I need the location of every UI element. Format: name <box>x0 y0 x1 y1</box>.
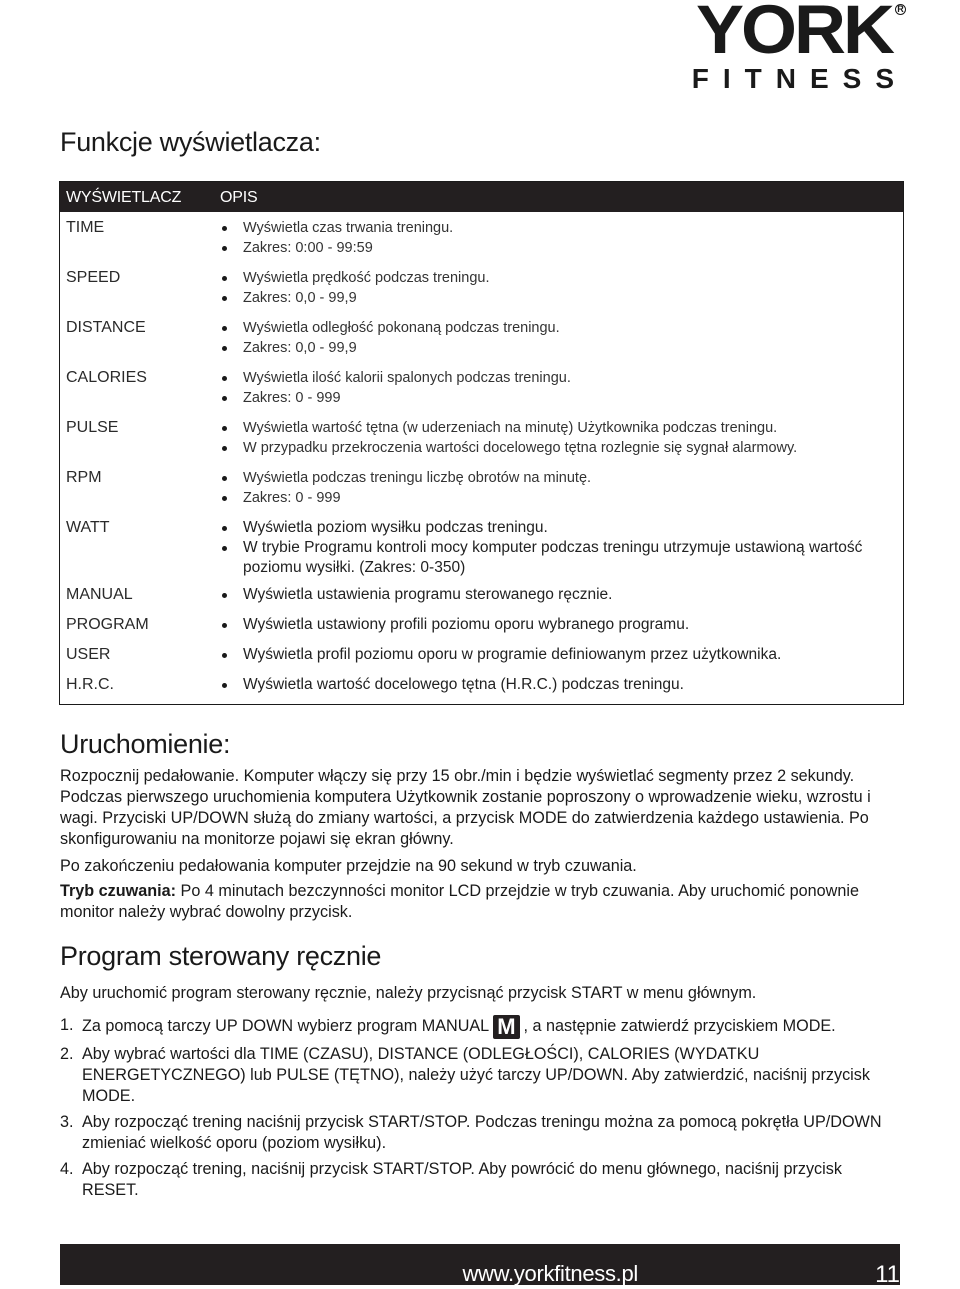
header-description: OPIS <box>220 189 258 206</box>
list-item: Wyświetla podczas treningu liczbę obrotów na minutę. <box>222 468 892 488</box>
list-item: Zakres: 0 - 999 <box>222 388 892 408</box>
list-item <box>60 1159 900 1201</box>
row-description <box>222 368 892 408</box>
logo-fitness-text: FITNESS <box>691 63 908 94</box>
section-title-startup: Uruchomienie: <box>60 729 231 759</box>
row-label: DISTANCE <box>66 319 146 336</box>
page-number: 11 <box>875 1261 900 1288</box>
list-item <box>60 1015 900 1039</box>
page-footer <box>60 1244 900 1288</box>
startup-paragraph: Rozpocznij pedałowanie. Komputer włączy się przy 15 obr./min i będzie wyświetlać segmenty przez 2 sekundy. Podczas pierwszego uruchomienia komputera Użytkownik zostanie poproszony o wprowadzenie wieku, wzrostu i wagi. Przyciski UP/DOWN służą do zmiany wartości, a przycisk MODE do zatwierdzenia każdego ustawienia. Po skonfigurowaniu na monitorze pojawi się ekran główny. <box>60 767 871 848</box>
step-text: Za pomocą tarczy UP DOWN wybierz program MANUAL <box>82 1017 490 1035</box>
step-text: Aby rozpocząć trening, naciśnij przycisk START/STOP. Aby powrócić do menu głównego, naciśnij przycisk RESET. <box>82 1160 842 1199</box>
list-item: Wyświetla poziom wysiłku podczas treningu. <box>222 518 892 538</box>
row-label: SPEED <box>66 269 121 286</box>
row-description <box>222 418 892 458</box>
list-item: Wyświetla ilość kalorii spalonych podczas treningu. <box>222 368 892 388</box>
logo-york-text: YORK <box>695 0 892 69</box>
row-description <box>222 645 892 665</box>
standby-mode-label: Tryb czuwania: <box>60 882 177 900</box>
step-number: 4. <box>60 1160 74 1178</box>
registered-mark-icon: R <box>895 4 906 15</box>
standby-mode-paragraph <box>60 881 900 923</box>
standby-mode-text: Po 4 minutach bezczynności monitor LCD przejdzie w tryb czuwania. Aby uruchomić ponownie monitor należy wybrać dowolny przycisk. <box>60 882 859 921</box>
list-item <box>60 1112 900 1154</box>
table-header <box>60 182 903 212</box>
list-item: Wyświetla wartość tętna (w uderzeniach na minutę) Użytkownika podczas treningu. <box>222 418 892 438</box>
section-title-functions: Funkcje wyświetlacza: <box>60 127 321 157</box>
row-label: H.R.C. <box>66 676 114 693</box>
step-number: 3. <box>60 1113 74 1131</box>
row-label: TIME <box>66 219 105 236</box>
list-item: Wyświetla profil poziomu oporu w programie definiowanym przez użytkownika. <box>222 645 892 665</box>
row-description <box>222 268 892 308</box>
row-description <box>222 675 892 695</box>
list-item: Zakres: 0:00 - 99:59 <box>222 238 892 258</box>
list-item: Zakres: 0,0 - 99,9 <box>222 288 892 308</box>
row-label: PULSE <box>66 419 119 436</box>
display-functions-table <box>59 181 904 705</box>
row-description <box>222 585 892 605</box>
manual-steps-list <box>60 1015 900 1206</box>
step-text-cont: , a następnie zatwierdź przyciskiem MODE. <box>523 1017 836 1035</box>
step-number: 1. <box>60 1016 74 1034</box>
row-label: MANUAL <box>66 586 133 603</box>
row-description <box>222 318 892 358</box>
row-label: WATT <box>66 519 110 536</box>
list-item: Wyświetla ustawiony profili poziomu oporu wybranego programu. <box>222 615 892 635</box>
list-item: W przypadku przekroczenia wartości docelowego tętna rozlegnie się sygnał alarmowy. <box>222 438 892 458</box>
row-label: RPM <box>66 469 102 486</box>
standby-paragraph: Po zakończeniu pedałowania komputer przejdzie na 90 sekund w tryb czuwania. <box>60 857 637 875</box>
row-description <box>222 615 892 635</box>
section-title-manual-program: Program sterowany ręcznie <box>60 941 382 971</box>
york-fitness-logo <box>616 0 908 94</box>
list-item <box>60 1044 900 1107</box>
row-description <box>222 518 892 578</box>
step-text: Aby wybrać wartości dla TIME (CZASU), DISTANCE (ODLEGŁOŚCI), CALORIES (WYDATKU ENERGETYCZNEGO) lub PULSE (TĘTNO), należy użyć tarczy UP/DOWN. Aby zatwierdzić, naciśnij przycisk MODE. <box>82 1045 870 1105</box>
row-description <box>222 468 892 508</box>
row-label: PROGRAM <box>66 616 149 633</box>
row-label: CALORIES <box>66 369 147 386</box>
step-text: Aby rozpocząć trening naciśnij przycisk START/STOP. Podczas treningu można za pomocą pokrętła UP/DOWN zmieniać wielkość oporu (poziom wysiłku). <box>82 1113 882 1152</box>
list-item: Wyświetla odległość pokonaną podczas treningu. <box>222 318 892 338</box>
list-item: Zakres: 0 - 999 <box>222 488 892 508</box>
list-item: Zakres: 0,0 - 99,9 <box>222 338 892 358</box>
list-item: Wyświetla prędkość podczas treningu. <box>222 268 892 288</box>
table-body <box>60 212 903 704</box>
header-display: WYŚWIETLACZ <box>66 189 182 206</box>
list-item: W trybie Programu kontroli mocy komputer podczas treningu utrzymuje ustawioną wartość poziomu wysiłki. (Zakres: 0-350) <box>222 538 892 578</box>
list-item: Wyświetla czas trwania treningu. <box>222 218 892 238</box>
manual-intro: Aby uruchomić program sterowany ręcznie, należy przycisnąć przycisk START w menu głównym. <box>60 984 757 1002</box>
list-item: Wyświetla ustawienia programu sterowanego ręcznie. <box>222 585 892 605</box>
list-item: Wyświetla wartość docelowego tętna (H.R.C.) podczas treningu. <box>222 675 892 695</box>
manual-m-icon: M <box>493 1015 519 1039</box>
row-label: USER <box>66 646 111 663</box>
footer-url: www.yorkfitness.pl <box>462 1261 638 1286</box>
step-number: 2. <box>60 1045 74 1063</box>
row-description <box>222 218 892 258</box>
